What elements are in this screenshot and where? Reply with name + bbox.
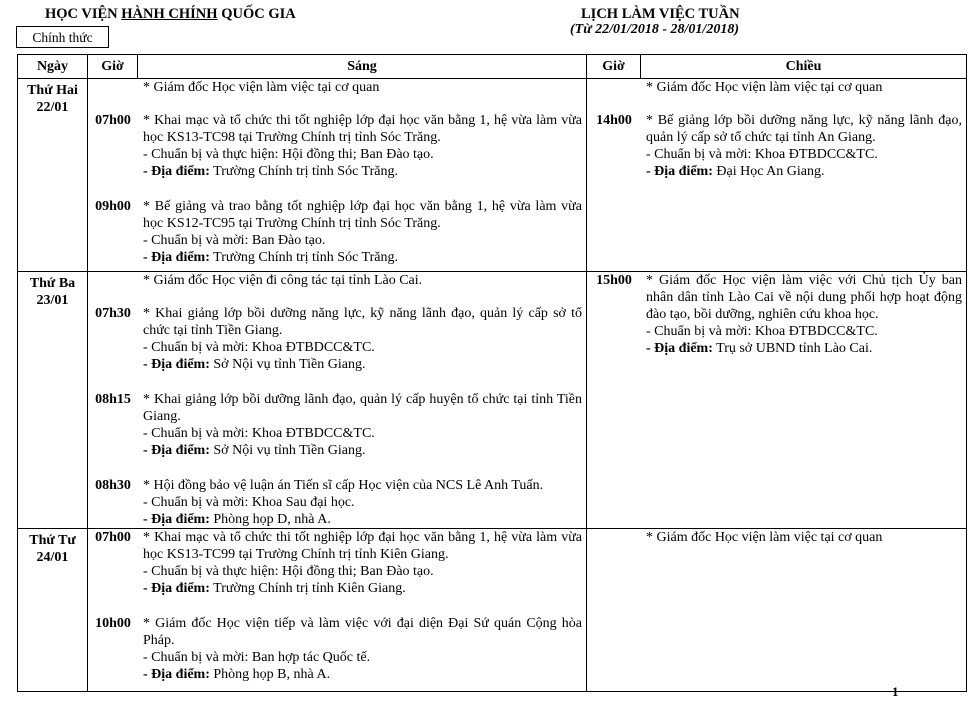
slot-time: 09h00 — [95, 199, 131, 214]
column-header-time-afternoon: Giờ — [587, 55, 641, 79]
table-row — [18, 272, 967, 529]
slot-line — [143, 232, 582, 249]
slot-line-text: - Chuẩn bị và mời: Khoa ĐTBDCC&TC. — [646, 147, 878, 162]
slot-line-text: * Khai giảng lớp bồi dưỡng lãnh đạo, quản lý cấp huyện tổ chức tại tỉnh Tiền Giang. — [143, 392, 582, 424]
slot-text — [641, 112, 966, 180]
slot-line-text: * Giám đốc Học viện đi công tác tại tỉnh Lào Cai. — [143, 273, 423, 288]
day-name: Thứ Hai — [27, 83, 78, 98]
slot-line — [143, 529, 582, 563]
column-header-morning: Sáng — [138, 55, 587, 79]
column-header-afternoon: Chiều — [641, 55, 967, 79]
location-label: - Địa điểm: — [646, 164, 713, 179]
slot-line — [646, 146, 962, 163]
schedule-title: LỊCH LÀM VIỆC TUẦN — [581, 6, 740, 22]
slot-line — [646, 340, 962, 357]
slot-line-text: - Chuẩn bị và mời: Khoa Sau đại học. — [143, 495, 355, 510]
slot-line-text: Phòng họp D, nhà A. — [209, 512, 331, 527]
schedule-slot — [587, 79, 966, 96]
slot-line — [143, 425, 582, 442]
slot-text — [641, 272, 966, 357]
slot-text — [138, 615, 586, 683]
day-name: Thứ Ba — [29, 276, 76, 291]
slot-line — [143, 305, 582, 339]
slot-line — [143, 146, 582, 163]
slot-time: 15h00 — [596, 273, 632, 288]
slot-line — [143, 649, 582, 666]
slot-line — [143, 494, 582, 511]
slot-time: 08h15 — [95, 392, 131, 407]
slot-line — [143, 249, 582, 266]
location-label: - Địa điểm: — [143, 512, 210, 527]
slot-time: 14h00 — [596, 113, 632, 128]
table-row — [18, 529, 967, 692]
slot-line-text: Trường Chính trị tỉnh Kiên Giang. — [209, 581, 406, 596]
slot-line-text: * Hội đồng bảo vệ luận án Tiến sĩ cấp Học viện của NCS Lê Anh Tuấn. — [143, 478, 544, 493]
slot-text — [641, 529, 966, 546]
schedule-slot — [88, 112, 586, 180]
day-cell — [18, 272, 88, 529]
day-cell — [18, 529, 88, 692]
schedule-slot — [88, 79, 586, 96]
schedule-slot — [587, 529, 966, 546]
schedule-slot — [88, 305, 586, 373]
slot-time: 08h30 — [95, 478, 131, 493]
slot-line-text: - Chuẩn bị và mời: Khoa ĐTBDCC&TC. — [143, 426, 375, 441]
location-label: - Địa điểm: — [143, 357, 210, 372]
schedule-slot — [88, 615, 586, 683]
slot-line-text: * Bế giảng và trao bằng tốt nghiệp lớp đại học văn bằng 1, hệ vừa làm vừa học KS12-TC95 tại Trường Chính trị tỉnh Sóc Trăng. — [143, 199, 582, 231]
slot-line-text: Sở Nội vụ tỉnh Tiền Giang. — [209, 443, 366, 458]
slot-line — [646, 323, 962, 340]
slot-time: 07h30 — [95, 306, 131, 321]
slot-line — [143, 112, 582, 146]
morning-cell — [88, 272, 587, 529]
slot-line — [646, 112, 962, 146]
slot-line-text: * Khai giảng lớp bồi dưỡng năng lực, kỹ năng lãnh đạo, quản lý cấp sở tổ chức tại tỉnh Tiền Giang. — [143, 306, 582, 338]
slot-line-text: * Bế giảng lớp bồi dưỡng năng lực, kỹ năng lãnh đạo, quản lý cấp sở tổ chức tại tỉnh An Giang. — [646, 113, 962, 145]
slot-text — [641, 79, 966, 96]
slot-line-text: Trụ sở UBND tỉnh Lào Cai. — [712, 341, 873, 356]
slot-text — [138, 112, 586, 180]
slot-time: 10h00 — [95, 616, 131, 631]
table-row — [18, 79, 967, 272]
column-header-day: Ngày — [18, 55, 88, 79]
slot-line — [143, 580, 582, 597]
location-label: - Địa điểm: — [143, 667, 210, 682]
morning-cell — [88, 79, 587, 272]
slot-line — [143, 615, 582, 649]
status-badge: Chính thức — [16, 26, 109, 48]
slot-line-text: * Giám đốc Học viện làm việc tại cơ quan — [143, 80, 380, 95]
slot-line-text: Trường Chính trị tỉnh Sóc Trăng. — [209, 250, 398, 265]
slot-time: 07h00 — [95, 113, 131, 128]
slot-line-text: * Giám đốc Học viện làm việc tại cơ quan — [646, 80, 883, 95]
slot-line — [143, 198, 582, 232]
slot-line-text: * Giám đốc Học viện làm việc với Chủ tịch Ủy ban nhân dân tỉnh Lào Cai về nội dung phối hợp hoạt động đào tạo, bồi dưỡng, nghiên cứu khoa học. — [646, 273, 962, 322]
schedule-slot — [88, 529, 586, 597]
slot-text — [138, 391, 586, 459]
day-date: 22/01 — [36, 100, 69, 115]
column-header-time-morning: Giờ — [88, 55, 138, 79]
table-header-row — [18, 55, 967, 79]
location-label: - Địa điểm: — [143, 250, 210, 265]
slot-line — [143, 511, 582, 528]
schedule-slot — [587, 112, 966, 180]
organization-name: HỌC VIỆN HÀNH CHÍNH QUỐC GIA — [45, 6, 296, 22]
day-name: Thứ Tư — [29, 533, 76, 548]
location-label: - Địa điểm: — [143, 581, 210, 596]
slot-line-text: - Chuẩn bị và mời: Ban Đào tạo. — [143, 233, 326, 248]
slot-line — [646, 272, 962, 323]
slot-line-text: * Khai mạc và tổ chức thi tốt nghiệp lớp đại học văn bằng 1, hệ vừa làm vừa học KS13-TC98 tại Trường Chính trị tỉnh Sóc Trăng. — [143, 113, 582, 145]
slot-line-text: - Chuẩn bị và thực hiện: Hội đồng thi; Ban Đào tạo. — [143, 147, 434, 162]
slot-line — [143, 339, 582, 356]
slot-line — [143, 442, 582, 459]
day-date: 24/01 — [36, 550, 69, 565]
day-date: 23/01 — [36, 293, 69, 308]
slot-line — [143, 563, 582, 580]
schedule-slot — [88, 272, 586, 289]
slot-line — [143, 272, 582, 289]
day-cell — [18, 79, 88, 272]
slot-line-text: Đại Học An Giang. — [712, 164, 825, 179]
slot-line — [646, 79, 962, 96]
slot-line — [143, 356, 582, 373]
slot-line-text: * Giám đốc Học viện làm việc tại cơ quan — [646, 530, 883, 545]
location-label: - Địa điểm: — [646, 341, 713, 356]
slot-line — [143, 79, 582, 96]
slot-line — [143, 163, 582, 180]
slot-text — [138, 529, 586, 597]
slot-text — [138, 272, 586, 289]
slot-text — [138, 198, 586, 266]
slot-line-text: Sở Nội vụ tỉnh Tiền Giang. — [209, 357, 366, 372]
slot-line — [646, 529, 962, 546]
slot-line-text: - Chuẩn bị và mời: Khoa ĐTBDCC&TC. — [143, 340, 375, 355]
slot-line-text: Phòng họp B, nhà A. — [209, 667, 331, 682]
slot-text — [138, 79, 586, 96]
slot-time — [88, 272, 138, 289]
slot-line — [143, 477, 582, 494]
date-range: (Từ 22/01/2018 - 28/01/2018) — [570, 22, 739, 37]
slot-line-text: * Giám đốc Học viện tiếp và làm việc với đại diện Đại Sứ quán Cộng hòa Pháp. — [143, 616, 582, 648]
slot-line-text: Trường Chính trị tỉnh Sóc Trăng. — [209, 164, 398, 179]
schedule-slot — [88, 477, 586, 528]
slot-time — [587, 79, 641, 96]
slot-time — [88, 79, 138, 96]
schedule-slot — [587, 272, 966, 357]
schedule-slot — [88, 198, 586, 266]
afternoon-cell — [587, 529, 967, 692]
morning-cell — [88, 529, 587, 692]
location-label: - Địa điểm: — [143, 164, 210, 179]
slot-line-text: - Chuẩn bị và mời: Ban hợp tác Quốc tế. — [143, 650, 371, 665]
slot-line — [143, 666, 582, 683]
slot-text — [138, 477, 586, 528]
slot-line-text: - Chuẩn bị và thực hiện: Hội đồng thi; Ban Đào tạo. — [143, 564, 434, 579]
afternoon-cell — [587, 79, 967, 272]
slot-time — [587, 529, 641, 546]
slot-text — [138, 305, 586, 373]
slot-line — [646, 163, 962, 180]
schedule-table — [17, 54, 967, 692]
afternoon-cell — [587, 272, 967, 529]
slot-time: 07h00 — [95, 530, 131, 545]
slot-line-text: - Chuẩn bị và mời: Khoa ĐTBDCC&TC. — [646, 324, 878, 339]
location-label: - Địa điểm: — [143, 443, 210, 458]
slot-line — [143, 391, 582, 425]
slot-line-text: * Khai mạc và tổ chức thi tốt nghiệp lớp đại học văn bằng 1, hệ vừa làm vừa học KS13-TC99 tại Trường Chính trị tỉnh Kiên Giang. — [143, 530, 582, 562]
schedule-slot — [88, 391, 586, 459]
page-number: 1 — [892, 684, 899, 699]
